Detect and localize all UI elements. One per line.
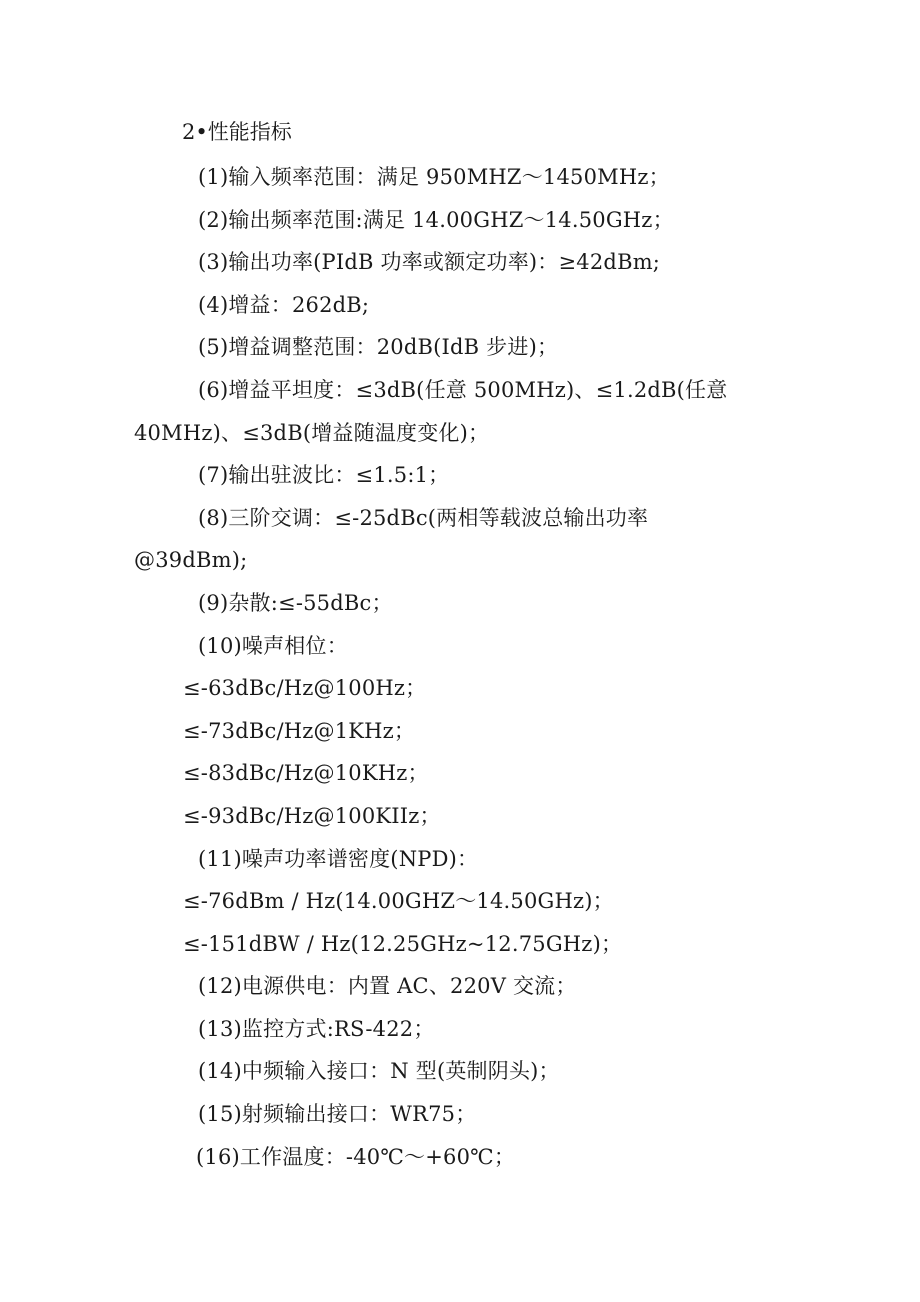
spec-line-11: (11)噪声功率谱密度(NPD)： — [198, 846, 479, 871]
spec-line-2: (2)输出频率范围:满足 14.00GHZ～14.50GHz； — [198, 207, 674, 232]
spec-line-8: (8)三阶交调：≤-25dBc(两相等载波总输出功率 — [198, 505, 649, 530]
spec-line-15: (15)射频输出接口：WR75； — [198, 1102, 477, 1127]
phase-noise-100khz: ≤-93dBc/Hz@100KIIz； — [183, 803, 441, 828]
spec-line-7: (7)输出驻波比：≤1.5:1； — [198, 463, 450, 488]
spec-line-1: (1)输入频率范围：满足 950MHZ～1450MHz； — [198, 165, 670, 189]
spec-line-14: (14)中频输入接口：N 型(英制阴头)； — [198, 1059, 560, 1084]
spec-line-12: (12)电源供电：内置 AC、220V 交流； — [198, 974, 577, 999]
section-heading: 2•性能指标 — [182, 120, 292, 144]
spec-list — [0, 156, 920, 1178]
spec-line-6-continued: 40MHz)、≤3dB(增益随温度变化)； — [134, 420, 490, 445]
spec-line-16: (16)工作温度：-40℃～+60℃； — [196, 1144, 516, 1169]
spec-line-10: (10)噪声相位： — [198, 633, 348, 658]
spec-line-3: (3)输出功率(PIdB 功率或额定功率)：≥42dBm; — [198, 250, 661, 275]
spec-line-4: (4)增益：262dB; — [198, 292, 370, 317]
phase-noise-1khz: ≤-73dBc/Hz@1KHz； — [183, 718, 416, 743]
spec-line-6: (6)增益平坦度：≤3dB(任意 500MHz)、≤1.2dB(任意 — [198, 377, 728, 402]
spec-line-5: (5)增益调整范围：20dB(IdB 步进)； — [198, 335, 559, 360]
spec-line-8-continued: @39dBm); — [134, 548, 248, 573]
spec-line-13: (13)监控方式:RS-422； — [198, 1016, 435, 1041]
phase-noise-10khz: ≤-83dBc/Hz@10KHz； — [183, 761, 429, 786]
npd-line-2: ≤-151dBW / Hz(12.25GHz~12.75GHz)； — [183, 931, 623, 956]
phase-noise-100hz: ≤-63dBc/Hz@100Hz； — [183, 676, 427, 701]
npd-line-1: ≤-76dBm / Hz(14.00GHZ～14.50GHz)； — [183, 889, 614, 914]
spec-line-9: (9)杂散:≤-55dBc； — [198, 590, 393, 615]
